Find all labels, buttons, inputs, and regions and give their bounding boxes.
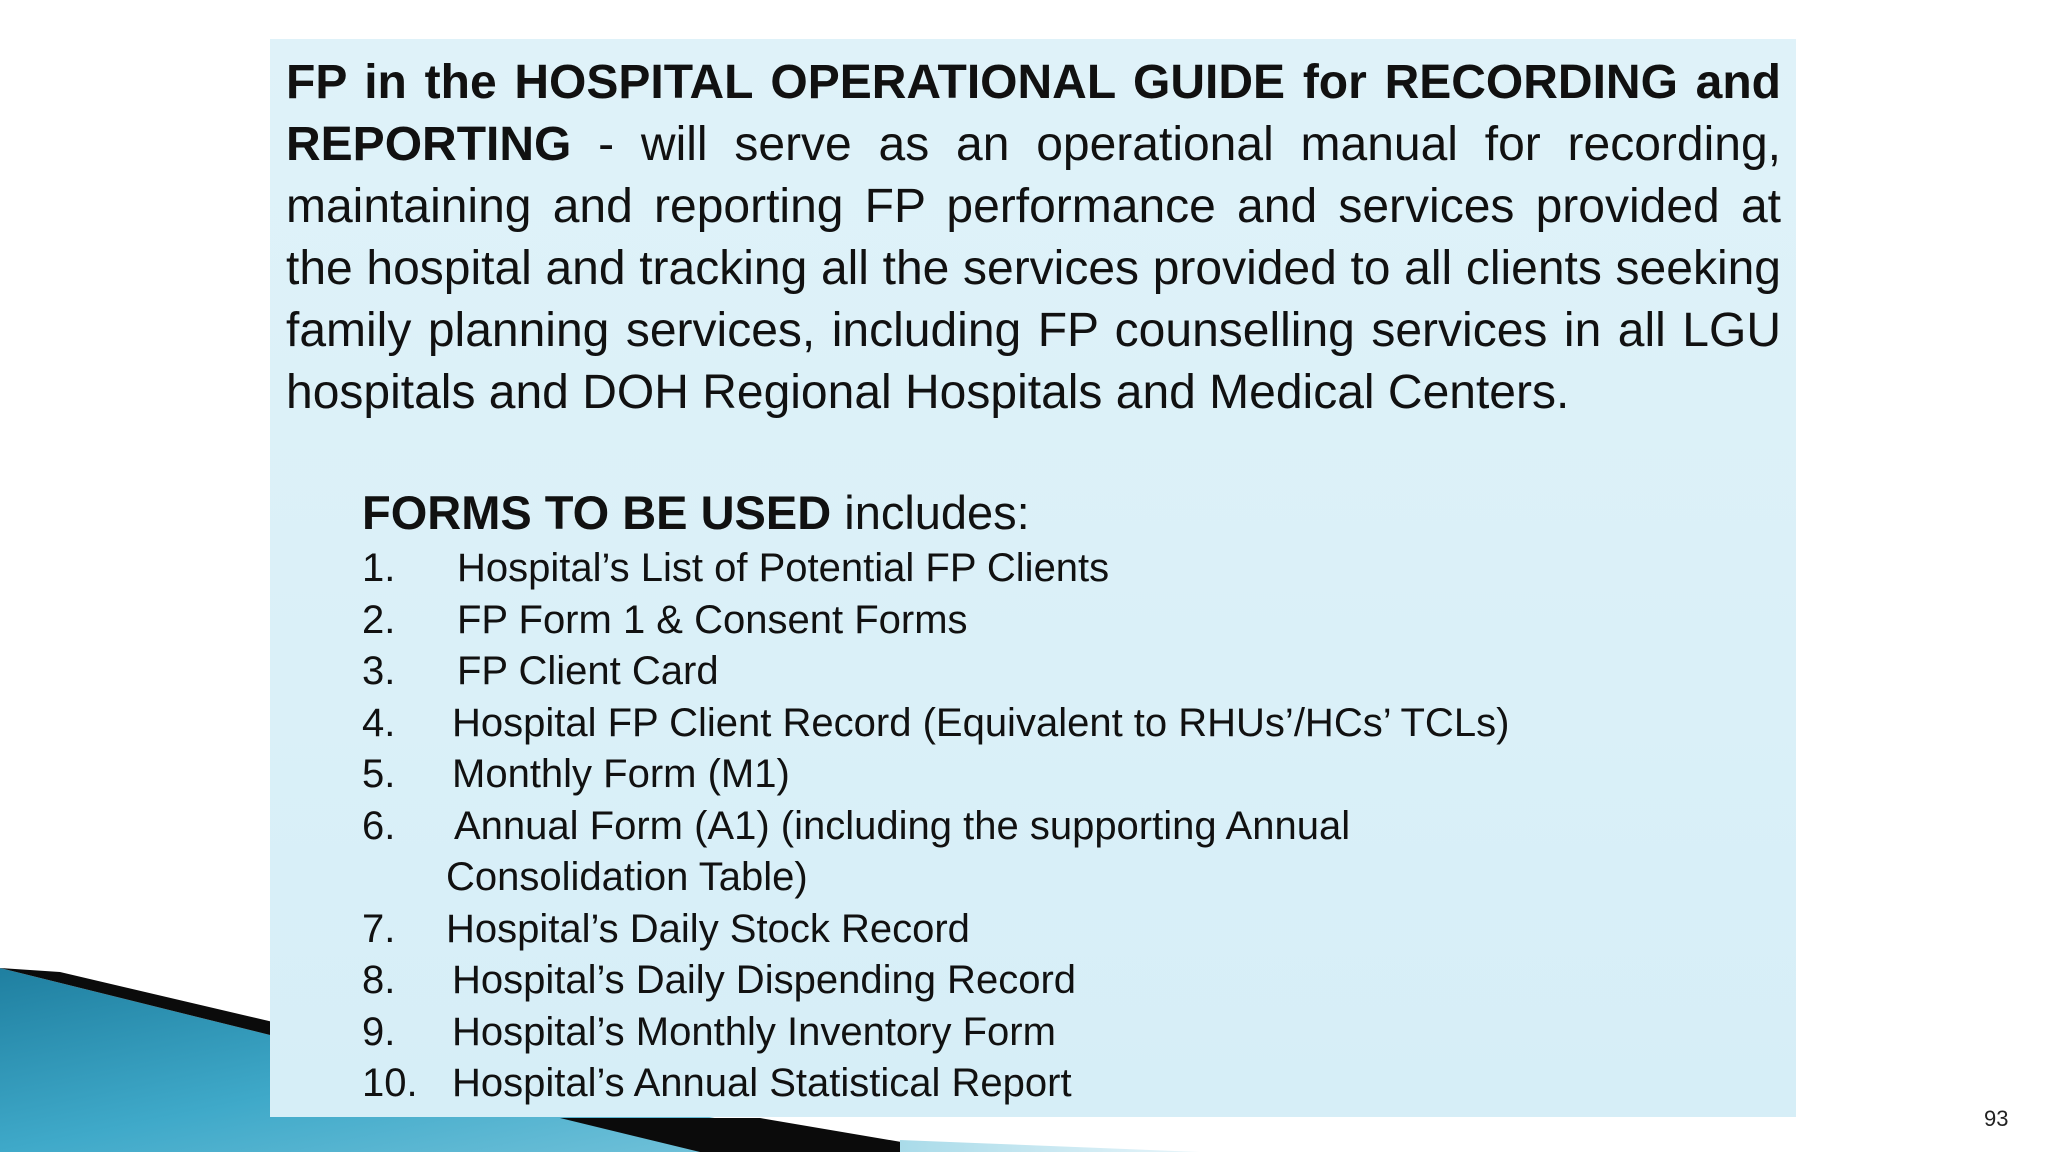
- list-item-text: Monthly Form (M1): [452, 752, 790, 796]
- list-item-text: Hospital’s Monthly Inventory Form: [452, 1009, 1056, 1054]
- list-item-number: 2.: [362, 597, 396, 642]
- forms-heading: [362, 484, 1030, 542]
- list-item-text: Annual Form (A1) (including the supporting Annual Consolidation Table): [446, 803, 1351, 899]
- light-wave-shape: [900, 1140, 1200, 1152]
- forms-heading-bold: FORMS TO BE USED: [362, 486, 832, 539]
- list-item-text: Hospital’s Daily Stock Record: [446, 906, 970, 951]
- list-item-number: 5.: [362, 752, 396, 796]
- list-item-text: Hospital’s Annual Statistical Report: [452, 1061, 1072, 1105]
- list-item-number: 4.: [362, 700, 396, 745]
- list-item-number: 9.: [362, 1009, 396, 1054]
- list-item-number: 7.: [362, 906, 396, 951]
- list-item-text: FP Client Card: [457, 649, 719, 693]
- list-item-number: 3.: [362, 649, 396, 693]
- list-item-number: 8.: [362, 958, 396, 1002]
- list-item-text: Hospital’s List of Potential FP Clients: [457, 546, 1110, 590]
- intro-bold-title: FP in the HOSPITAL OPERATIONAL GUIDE for RECORDING and REPORTING: [286, 56, 1781, 171]
- intro-body-text: - will serve as an operational manual for recording, maintaining and reporting FP performance and services provided at the hospital and tracking all the services provided to all clients seeking family planning services, including FP counselling services in all LGU hospitals and DOH Regional Hospitals and Medical Centers.: [286, 118, 1781, 419]
- slide-page-number: 93: [1984, 1106, 2009, 1131]
- intro-paragraph: [286, 52, 1781, 424]
- list-item-number: 6.: [362, 803, 396, 848]
- list-item-number: 10.: [362, 1061, 418, 1105]
- forms-heading-rest: includes:: [831, 486, 1030, 539]
- list-item-text: FP Form 1 & Consent Forms: [457, 597, 968, 642]
- list-item-text: Hospital FP Client Record (Equivalent to RHUs’/HCs’ TCLs): [452, 700, 1510, 745]
- list-item-number: 1.: [362, 546, 396, 590]
- list-item-text: Hospital’s Daily Dispending Record: [452, 958, 1077, 1002]
